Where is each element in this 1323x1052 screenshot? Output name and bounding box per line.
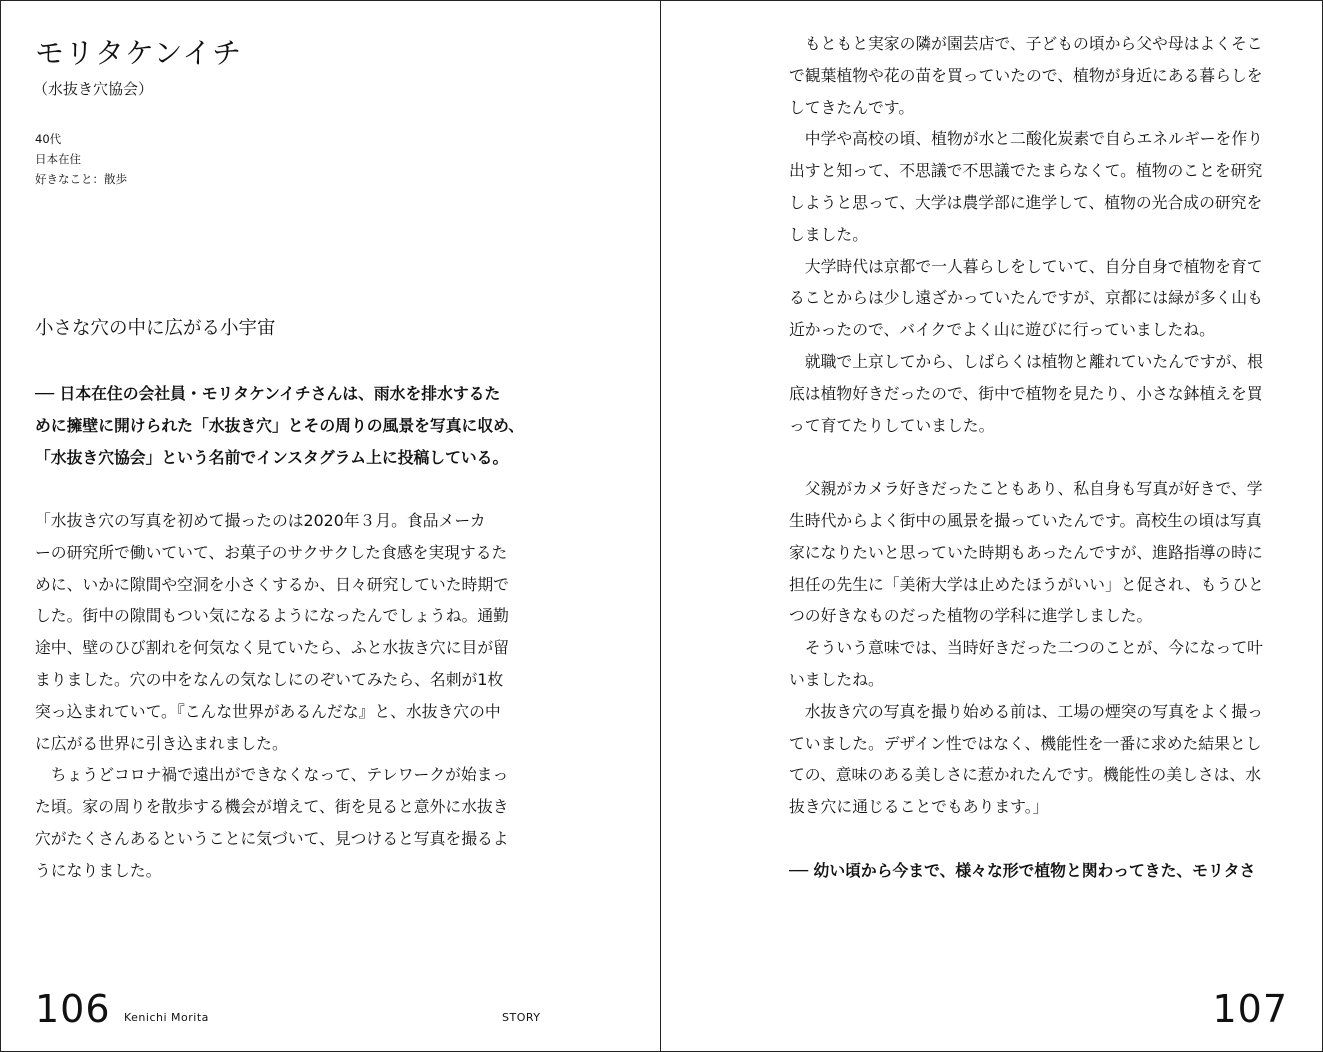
paragraph-break [789, 441, 1264, 473]
body-line: 底は植物好きだったので、街中で植物を見たり、小さな鉢植えを買 [789, 383, 1263, 403]
body-line: 途中、壁のひび割れを何気なく見ていたら、ふと水抜き穴に目が留 [35, 638, 509, 658]
lead-line: めに擁壁に開けられた「水抜き穴」とその周りの風景を写真に収め、 [35, 415, 525, 435]
page-number-right: 107 [1212, 987, 1288, 1031]
profile-hobby: 好きなこと：散歩 [35, 172, 127, 186]
body-line: 家になりたいと思っていた時期もあったんですが、進路指導の時に [789, 542, 1263, 562]
body-line: 抜き穴に通じることでもあります。」 [789, 797, 1049, 817]
profile-info [35, 129, 127, 189]
body-line: で観葉植物や花の苗を買っていたので、植物が身近にある暮らしを [789, 65, 1263, 85]
body-line: そういう意味では、当時好きだった二つのことが、今になって叶 [789, 638, 1263, 658]
body-line: 担任の先生に「美術大学は止めたほうがいい」と促され、もうひと [789, 574, 1264, 594]
right-body-text [789, 28, 1264, 823]
body-line: 近かったので、バイクでよく山に遊びに行っていましたね。 [789, 320, 1215, 340]
body-line: ーの研究所で働いていて、お菓子のサクサクした食感を実現するた [35, 542, 508, 562]
profile-age: 40代 [35, 132, 62, 146]
body-line: 中学や高校の頃、植物が水と二酸化炭素で自らエネルギーを作り [789, 129, 1263, 149]
left-body-text [35, 505, 509, 887]
closing-lead [789, 855, 1255, 887]
body-line: 「水抜き穴の写真を初めて撮ったのは2020年３月。食品メーカ [35, 511, 486, 530]
body-line: してきたんです。 [789, 97, 915, 117]
body-line: した。街中の隙間もつい気になるようになったんでしょうね。通勤 [35, 606, 509, 626]
body-line: 水抜き穴の写真を撮り始める前は、工場の煙突の写真をよく撮っ [789, 701, 1263, 721]
body-line: 突っ込まれていて。『こんな世界があるんだな』と、水抜き穴の中 [35, 701, 501, 721]
body-line: いましたね。 [789, 669, 884, 689]
lead-line: 「水抜き穴協会」という名前でインスタグラム上に投稿している。 [35, 447, 509, 467]
right-page [661, 0, 1323, 1052]
body-line: うになりました。 [35, 860, 162, 880]
page-number-left: 106 [35, 987, 111, 1031]
body-line: もともと実家の隣が園芸店で、子どもの頃から父や母はよくそこ [789, 34, 1263, 53]
section-heading: 小さな穴の中に広がる小宇宙 [35, 318, 276, 339]
body-line: ていました。デザイン性ではなく、機能性を一番に求めた結果とし [789, 733, 1262, 753]
body-line: 出すと知って、不思議で不思議でたまらなくて。植物のことを研究 [789, 161, 1263, 181]
body-line: めに、いかに隙間や空洞を小さくするか、日々研究していた時期で [35, 574, 509, 594]
body-line: た頃。家の周りを散歩する機会が増えて、街を見ると意外に水抜き [35, 797, 509, 817]
person-name: モリタケンイチ [35, 36, 243, 70]
body-line: 生時代からよく街中の風景を撮っていたんです。高校生の頃は写真 [789, 510, 1262, 530]
running-section: STORY [502, 1011, 541, 1024]
body-line: に広がる世界に引き込まれました。 [35, 733, 288, 753]
lead-line: ── 日本在住の会社員・モリタケンイチさんは、雨水を排水するた [35, 384, 501, 403]
body-line: って育てたりしていました。 [789, 415, 995, 435]
closing-line: ── 幼い頃から今まで、様々な形で植物と関わってきた、モリタさ [789, 861, 1256, 880]
organization-name: （水抜き穴協会） [33, 80, 154, 98]
body-line: つの好きなものだった植物の学科に進学しました。 [789, 606, 1153, 626]
body-line: 就職で上京してから、しばらくは植物と離れていたんですが、根 [789, 351, 1263, 371]
body-line: しました。 [789, 224, 868, 244]
body-line: 父親がカメラ好きだったこともあり、私自身も写真が好きで、学 [789, 479, 1263, 499]
lead-paragraph [35, 378, 524, 473]
body-line: まりました。穴の中をなんの気なしにのぞいてみたら、名刺が1枚 [35, 669, 504, 689]
body-line: 穴がたくさんあるということに気づいて、見つけると写真を撮るよ [35, 828, 509, 848]
body-line: ちょうどコロナ禍で遠出ができなくなって、テレワークが始まっ [35, 765, 509, 785]
body-line: ての、意味のある美しさに惹かれたんです。機能性の美しさは、水 [789, 765, 1262, 785]
running-name: Kenichi Morita [124, 1011, 209, 1024]
profile-residence: 日本在住 [35, 152, 81, 166]
body-line: ることからは少し遠ざかっていたんですが、京都には緑が多く山も [789, 288, 1263, 308]
body-line: しようと思って、大学は農学部に進学して、植物の光合成の研究を [789, 192, 1263, 212]
left-page [0, 0, 660, 1052]
body-line: 大学時代は京都で一人暮らしをしていて、自分自身で植物を育て [789, 256, 1263, 276]
